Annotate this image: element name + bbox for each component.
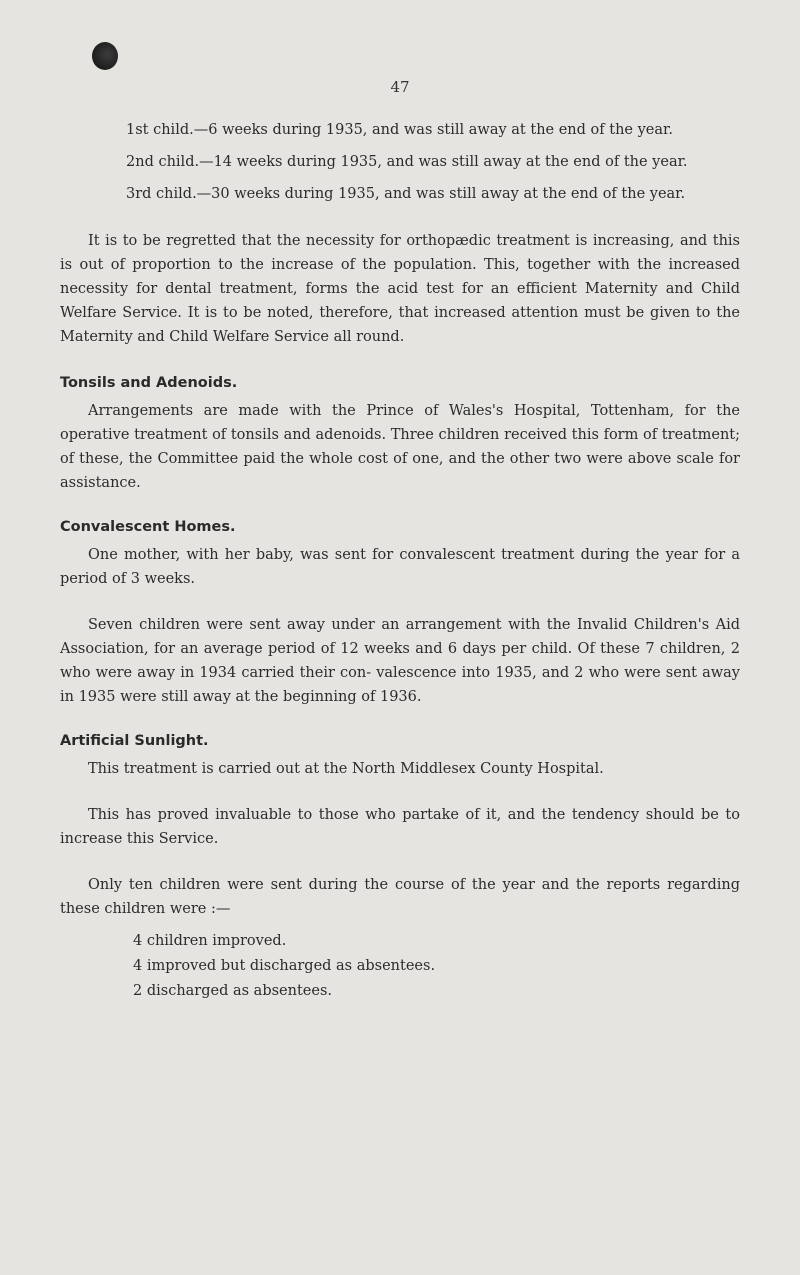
tonsils-heading: Tonsils and Adenoids. [60, 375, 238, 391]
convalescent-paragraph-2: Seven children were sent away under an arrangement with the Invalid Children's Aid Association, for an average period of 12 weeks and 6 days per child. Of these 7 children, 2 who were away in 1934 carried their con- valescence into 1935, and 2 who were sent away in 1935 were still away at the beginning of 1936. [60, 617, 740, 705]
convalescent-heading: Convalescent Homes. [60, 519, 236, 535]
list-item: 2 discharged as absentees. [133, 983, 333, 999]
sunlight-heading: Artificial Sunlight. [60, 733, 209, 749]
child-entry-3: 3rd child.—30 weeks during 1935, and was still away at the end of the year. [126, 186, 686, 202]
tonsils-paragraph: Arrangements are made with the Prince of Wales's Hospital, Tottenham, for the operative treatment of tonsils and adenoids. Three children received this form of treatment; of these, the Committee paid the whole cost of one, and the other two were above scale for assistance. [60, 403, 740, 491]
orthopaedic-paragraph: It is to be regretted that the necessity for orthopædic treatment is increasing, and this is out of proportion to the increase of the population. This, together with the increased necessity for dental treatment, forms the acid test for an efficient Maternity and Child Welfare Service. It is to be noted, therefore, that increased attention must be given to the Maternity and Child Welfare Service all round. [60, 233, 740, 345]
page-content [60, 118, 740, 1004]
page-number: 47 [390, 78, 410, 96]
list-item: 4 improved but discharged as absentees. [133, 958, 436, 974]
sunlight-paragraph-2: This has proved invaluable to those who partake of it, and the tendency should be to increase this Service. [60, 807, 740, 847]
sunlight-paragraph-1: This treatment is carried out at the North Middlesex County Hospital. [88, 761, 604, 777]
convalescent-paragraph-1: One mother, with her baby, was sent for convalescent treatment during the year for a period of 3 weeks. [60, 547, 740, 587]
punch-hole [92, 42, 118, 70]
list-item: 4 children improved. [133, 933, 287, 949]
child-entry-2: 2nd child.—14 weeks during 1935, and was still away at the end of the year. [126, 154, 688, 170]
child-entry-1: 1st child.—6 weeks during 1935, and was still away at the end of the year. [126, 122, 673, 138]
results-list [60, 929, 740, 1004]
sunlight-paragraph-3: Only ten children were sent during the course of the year and the reports regarding these children were :— [60, 877, 740, 917]
